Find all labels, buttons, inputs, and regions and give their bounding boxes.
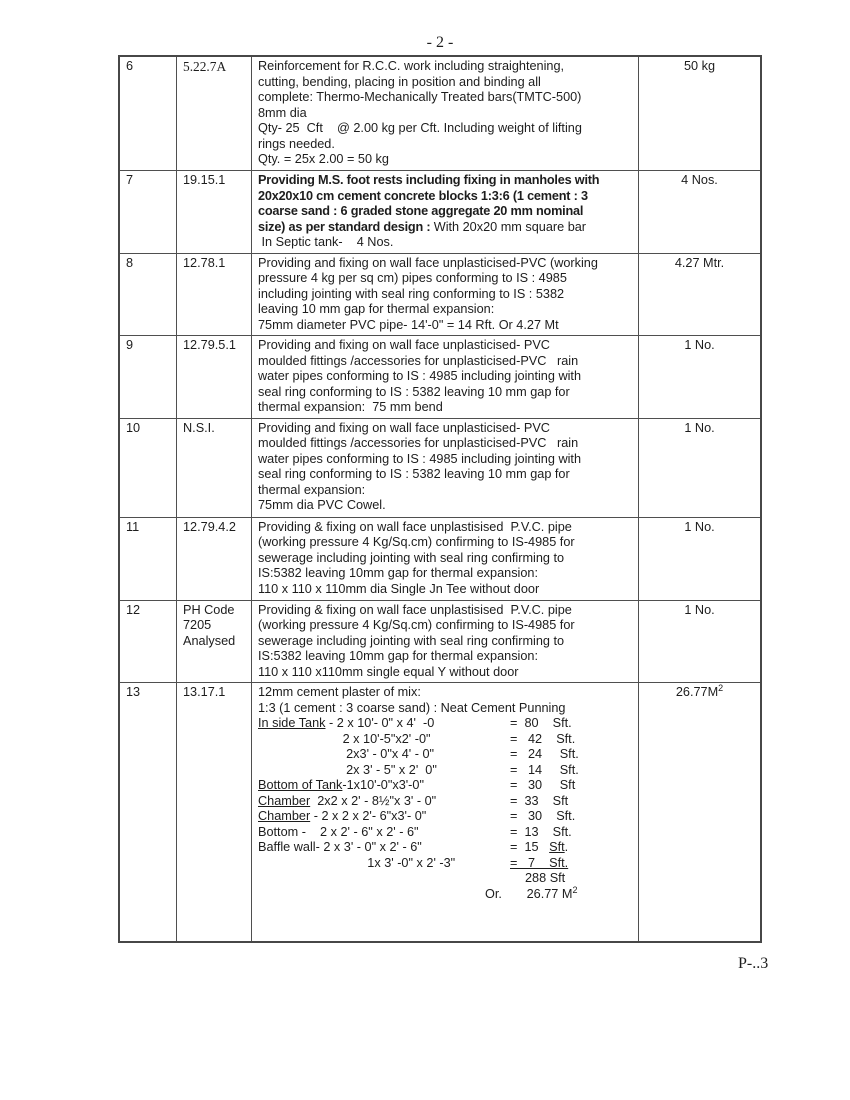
quantity-cell (639, 683, 760, 941)
description-line (258, 152, 634, 168)
text-segment: seal ring conforming to IS : 5382 leaving 10 mm gap for (258, 384, 570, 399)
code-cell (177, 419, 252, 517)
code-cell (177, 601, 252, 683)
serial-cell: 10 (120, 419, 177, 517)
description-line (258, 204, 634, 220)
calc-result (510, 747, 579, 763)
table (118, 55, 762, 943)
description-line (258, 856, 634, 872)
serial-cell: 11 (120, 518, 177, 600)
text-segment: In Septic tank- 4 Nos. (258, 235, 394, 249)
description-line (258, 173, 634, 189)
description-line (258, 685, 634, 701)
table-row (120, 683, 760, 941)
text-segment: thermal expansion: (258, 482, 366, 497)
table-row (120, 171, 760, 254)
table-row (120, 601, 760, 684)
description-line (258, 271, 634, 287)
description-line (258, 137, 634, 153)
description-line (258, 732, 634, 748)
text-segment: = 24 Sft. (510, 747, 579, 761)
code-cell (177, 336, 252, 418)
text-segment: Reinforcement for R.C.C. work including straightening, (258, 59, 565, 73)
text-segment: Bottom - 2 x 2' - 6" x 2' - 6" (258, 824, 419, 839)
code-line: 12.79.4.2 (183, 519, 236, 534)
description-line (258, 551, 634, 567)
description-line (258, 747, 634, 763)
serial-cell: 9 (120, 336, 177, 418)
description-line (258, 582, 634, 598)
text-segment: 1 No. (684, 338, 715, 352)
text-segment: 1 No. (684, 519, 715, 534)
text-segment: Providing and fixing on wall face unplasticised-PVC (working (258, 255, 598, 270)
text-segment: 2 x 10'-5"x2' -0" (258, 731, 431, 746)
description-cell (252, 518, 639, 600)
description-line (258, 385, 634, 401)
text-segment: 2x 3' - 5" x 2' 0" (258, 762, 437, 777)
quantity-cell (639, 336, 760, 418)
code-line: N.S.I. (183, 420, 215, 435)
quantity-cell (639, 171, 760, 253)
text-segment: water pipes conforming to IS : 4985 including jointing with (258, 369, 582, 383)
description-line (258, 603, 634, 619)
text-segment: Sft (549, 840, 565, 854)
table-row (120, 254, 760, 337)
code-line: 5.22.7A (183, 59, 227, 74)
text-segment: 75mm dia PVC Cowel. (258, 498, 386, 512)
text-segment: 75mm diameter PVC pipe- 14'-0" = 14 Rft. Or 4.27 Mt (258, 317, 559, 332)
table-row (120, 57, 760, 171)
description-line (258, 90, 634, 106)
calc-result (510, 809, 575, 825)
description-line (258, 716, 634, 732)
description-line (258, 825, 634, 841)
description-line (258, 483, 634, 499)
table-row (120, 518, 760, 601)
description-line (258, 778, 634, 794)
text-segment: (working pressure 4 Kg/Sq.cm) confirming to IS-4985 for (258, 535, 575, 549)
text-segment: pressure 4 kg per sq cm) pipes conforming to IS : 4985 (258, 271, 567, 285)
code-line: 7205 (183, 618, 212, 632)
text-segment: Providing & fixing on wall face unplastisised P.V.C. pipe (258, 519, 572, 534)
calc-result (510, 732, 575, 748)
serial-cell: 6 (120, 57, 177, 170)
description-line (258, 189, 634, 205)
calc-result (510, 716, 572, 732)
text-segment: 4.27 Mtr. (674, 255, 725, 270)
text-segment: thermal expansion: 75 mm bend (258, 400, 443, 414)
calc-result (510, 794, 568, 810)
text-segment: 8mm dia (258, 105, 307, 120)
code-line: PH Code (183, 602, 235, 617)
text-segment: moulded fittings /accessories for unplasticised-PVC rain (258, 353, 579, 368)
text-segment: 1 No. (684, 420, 715, 435)
text-segment: sewerage including jointing with seal ring confirming to (258, 633, 565, 648)
description-line (258, 369, 634, 385)
description-line (258, 256, 634, 272)
text-segment: = 33 Sft (510, 793, 569, 808)
description-line (258, 436, 634, 452)
description-cell (252, 601, 639, 683)
text-segment: (working pressure 4 Kg/Sq.cm) confirming to IS-4985 for (258, 618, 575, 632)
page-footer: P-..3 (738, 955, 769, 972)
text-segment: 50 kg (683, 59, 716, 73)
serial-cell: 13 (120, 683, 177, 941)
serial-cell: 12 (120, 601, 177, 683)
text-segment: IS:5382 leaving 10mm gap for thermal expansion: (258, 649, 538, 663)
description-line (258, 884, 634, 903)
calc-result (510, 763, 579, 779)
code-line: 12.78.1 (183, 255, 226, 270)
description-line (258, 75, 634, 91)
text-segment: Qty. = 25x 2.00 = 50 kg (258, 152, 389, 166)
text-segment: 4 Nos. (681, 173, 718, 187)
text-segment: including jointing with seal ring conforming to IS : 5382 (258, 286, 565, 301)
description-cell (252, 683, 639, 941)
code-cell (177, 171, 252, 253)
text-segment: = 80 Sft. (510, 716, 572, 730)
text-segment: complete: Thermo-Mechanically Treated bars(TMTC-500) (258, 90, 582, 104)
description-line (258, 106, 634, 122)
description-line (258, 535, 634, 551)
description-line (258, 121, 634, 137)
description-cell (252, 336, 639, 418)
text-segment: sewerage including jointing with seal ring confirming to (258, 550, 565, 565)
text-segment: = 14 Sft. (510, 762, 579, 777)
text-segment: coarse sand : 6 graded stone aggregate 20 mm nominal (258, 204, 584, 218)
table-row (120, 419, 760, 518)
description-line (258, 634, 634, 650)
text-segment: Baffle wall- 2 x 3' - 0" x 2' - 6" (258, 840, 422, 854)
quantity-cell (639, 254, 760, 336)
superscript: 2 (718, 682, 724, 693)
quantity-cell (639, 601, 760, 683)
calc-result (510, 825, 572, 841)
superscript: 2 (572, 884, 578, 895)
text-segment: . (564, 840, 569, 854)
code-cell (177, 57, 252, 170)
calc-result (510, 840, 568, 856)
text-segment: 2x3' - 0"x 4' - 0" (258, 747, 435, 761)
description-line (258, 520, 634, 536)
code-cell (177, 254, 252, 336)
calc-result (525, 871, 565, 887)
text-segment: Providing and fixing on wall face unplasticised- PVC (258, 338, 550, 352)
description-line (258, 763, 634, 779)
code-cell (177, 518, 252, 600)
code-line: 12.79.5.1 (183, 338, 236, 352)
text-segment: water pipes conforming to IS : 4985 including jointing with (258, 451, 582, 466)
text-segment: - 2 x 10'- 0" x 4' -0 (325, 716, 435, 730)
text-segment: Bottom of Tank (258, 778, 343, 792)
description-line (258, 400, 634, 416)
quantity-cell (639, 57, 760, 170)
code-line: 13.17.1 (183, 685, 226, 699)
description-line (258, 840, 634, 856)
description-cell (252, 171, 639, 253)
text-segment: Providing M.S. foot rests including fixing in manholes with (258, 173, 600, 187)
calc-result (485, 884, 578, 903)
description-cell (252, 419, 639, 517)
text-segment: Chamber (258, 809, 311, 823)
text-segment: -1x10'-0"x3'-0" (342, 778, 424, 792)
text-segment: = 30 Sft. (510, 809, 576, 823)
text-segment: 20x20x10 cm cement concrete blocks 1:3:6 (1 cement : 3 (258, 188, 588, 203)
description-line (258, 701, 634, 717)
text-segment: 2x2 x 2' - 8½"x 3' - 0" (310, 793, 437, 808)
text-segment: = 13 Sft. (510, 824, 572, 839)
description-line (258, 235, 634, 251)
text-segment: 1:3 (1 cement : 3 coarse sand) : Neat Cement Punning (258, 700, 566, 715)
table-row (120, 336, 760, 419)
text-segment: 1 No. (684, 602, 715, 617)
text-segment: In side Tank (258, 716, 326, 730)
description-line (258, 809, 634, 825)
calc-result (510, 778, 575, 794)
code-line: Analysed (183, 633, 236, 648)
description-line (258, 318, 634, 334)
text-segment: 110 x 110 x110mm single equal Y without door (258, 664, 519, 679)
description-line (258, 59, 634, 75)
text-segment: 110 x 110 x 110mm dia Single Jn Tee without door (258, 581, 540, 596)
text-segment: Providing and fixing on wall face unplasticised- PVC (258, 420, 550, 435)
description-line (258, 665, 634, 681)
text-segment: 288 Sft (525, 871, 566, 885)
text-segment: size) as per standard design : (258, 219, 434, 234)
quantity-cell (639, 419, 760, 517)
description-cell (252, 57, 639, 170)
text-segment: Or. 26.77 M (485, 886, 573, 901)
text-segment: Chamber (258, 793, 311, 808)
text-segment: = 7 Sft. (510, 855, 569, 870)
text-segment: - 2 x 2 x 2'- 6"x3'- 0" (310, 809, 427, 823)
text-segment: Providing & fixing on wall face unplastisised P.V.C. pipe (258, 602, 572, 617)
description-line (258, 338, 634, 354)
text-segment: = 15 (510, 840, 550, 854)
text-segment: 1x 3' -0" x 2' -3" (258, 855, 456, 870)
description-line (258, 220, 634, 236)
description-line (258, 618, 634, 634)
description-line (258, 871, 634, 887)
quantity-cell (639, 518, 760, 600)
description-line (258, 287, 634, 303)
text-segment: moulded fittings /accessories for unplasticised-PVC rain (258, 436, 579, 450)
description-line (258, 498, 634, 514)
description-cell (252, 254, 639, 336)
text-segment: = 42 Sft. (510, 731, 576, 746)
calc-result (510, 856, 568, 872)
description-line (258, 421, 634, 437)
serial-cell: 8 (120, 254, 177, 336)
text-segment: cutting, bending, placing in position and binding all (258, 74, 541, 89)
description-line (258, 566, 634, 582)
page-number: - 2 - (426, 34, 454, 51)
text-segment: 26.77M (675, 685, 719, 699)
text-segment: rings needed. (258, 136, 335, 151)
description-line (258, 302, 634, 318)
text-segment: = 30 Sft (510, 778, 576, 792)
code-cell (177, 683, 252, 941)
description-line (258, 452, 634, 468)
description-line (258, 649, 634, 665)
code-line: 19.15.1 (183, 173, 226, 187)
text-segment: With 20x20 mm square bar (433, 219, 587, 234)
description-line (258, 354, 634, 370)
text-segment: leaving 10 mm gap for thermal expansion: (258, 302, 495, 316)
text-segment: seal ring conforming to IS : 5382 leaving 10 mm gap for (258, 467, 570, 481)
text-segment: IS:5382 leaving 10mm gap for thermal expansion: (258, 566, 538, 580)
description-line (258, 794, 634, 810)
description-line (258, 467, 634, 483)
serial-cell: 7 (120, 171, 177, 253)
text-segment: 12mm cement plaster of mix: (258, 685, 421, 699)
text-segment: Qty- 25 Cft @ 2.00 kg per Cft. Including weight of lifting (258, 121, 582, 135)
